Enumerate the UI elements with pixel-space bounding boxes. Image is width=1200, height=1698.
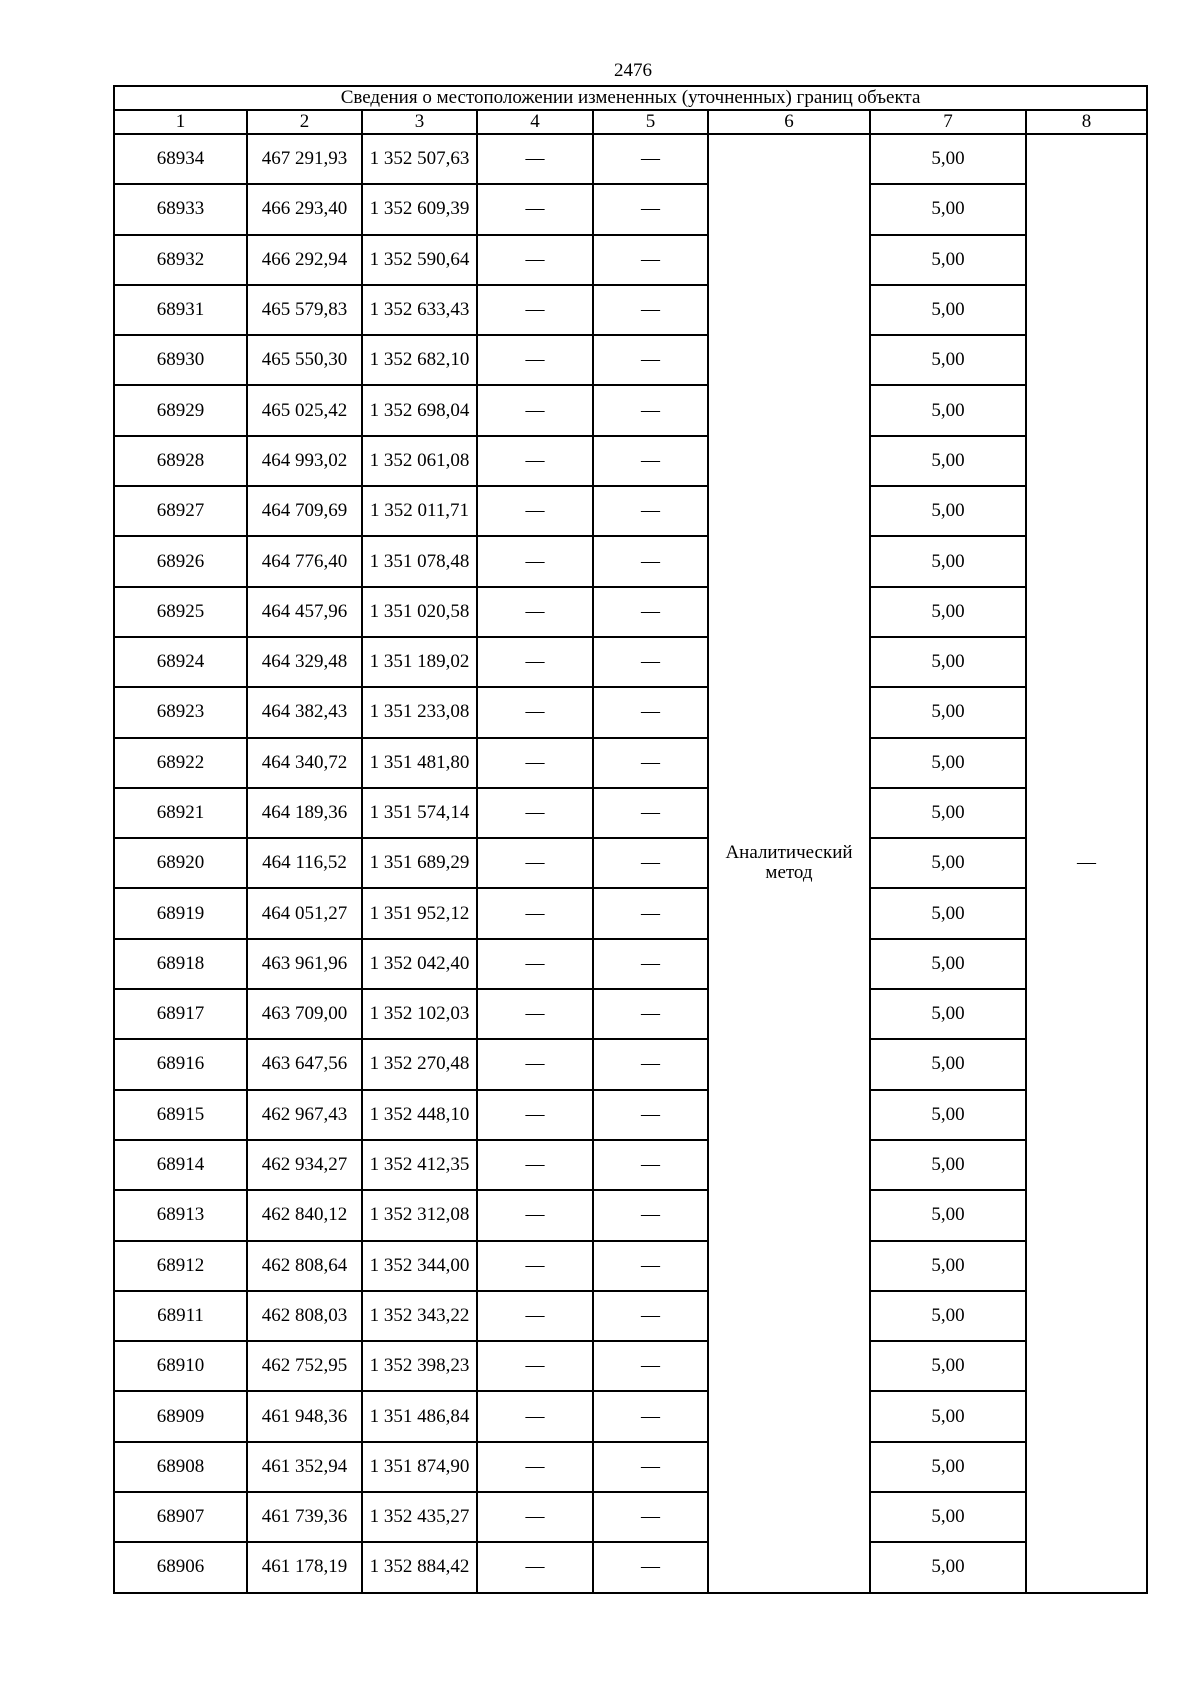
column-number-header: 3 <box>362 110 477 134</box>
point-number-cell: 68933 <box>114 184 247 234</box>
column-4-cell: — <box>477 335 593 385</box>
y-coordinate-cell: 1 352 590,64 <box>362 235 477 285</box>
column-5-cell: — <box>593 1090 708 1140</box>
column-7-cell: 5,00 <box>870 637 1026 687</box>
column-4-cell: — <box>477 285 593 335</box>
column-4-cell: — <box>477 939 593 989</box>
y-coordinate-cell: 1 352 884,42 <box>362 1542 477 1592</box>
y-coordinate-cell: 1 351 689,29 <box>362 838 477 888</box>
point-number-cell: 68912 <box>114 1241 247 1291</box>
table-row <box>114 1291 1147 1341</box>
x-coordinate-cell: 462 808,64 <box>247 1241 362 1291</box>
column-4-cell: — <box>477 687 593 737</box>
column-number-header: 5 <box>593 110 708 134</box>
x-coordinate-cell: 467 291,93 <box>247 134 362 184</box>
y-coordinate-cell: 1 352 102,03 <box>362 989 477 1039</box>
column-7-cell: 5,00 <box>870 939 1026 989</box>
column-5-cell: — <box>593 486 708 536</box>
column-number-header: 7 <box>870 110 1026 134</box>
x-coordinate-cell: 461 178,19 <box>247 1542 362 1592</box>
column-4-cell: — <box>477 1241 593 1291</box>
column-5-cell: — <box>593 888 708 938</box>
column-5-cell: — <box>593 436 708 486</box>
x-coordinate-cell: 462 840,12 <box>247 1190 362 1240</box>
column-number-header: 2 <box>247 110 362 134</box>
point-number-cell: 68909 <box>114 1391 247 1441</box>
y-coordinate-cell: 1 351 020,58 <box>362 587 477 637</box>
y-coordinate-cell: 1 352 011,71 <box>362 486 477 536</box>
point-number-cell: 68913 <box>114 1190 247 1240</box>
column-7-cell: 5,00 <box>870 738 1026 788</box>
column-5-cell: — <box>593 1140 708 1190</box>
point-number-cell: 68918 <box>114 939 247 989</box>
x-coordinate-cell: 464 340,72 <box>247 738 362 788</box>
y-coordinate-cell: 1 351 233,08 <box>362 687 477 737</box>
column-5-cell: — <box>593 1442 708 1492</box>
table-row <box>114 838 1147 888</box>
page-number: 2476 <box>614 60 652 81</box>
column-5-cell: — <box>593 939 708 989</box>
point-number-cell: 68914 <box>114 1140 247 1190</box>
column-4-cell: — <box>477 1542 593 1592</box>
y-coordinate-cell: 1 352 633,43 <box>362 285 477 335</box>
point-number-cell: 68926 <box>114 536 247 586</box>
point-number-cell: 68922 <box>114 738 247 788</box>
column-7-cell: 5,00 <box>870 1140 1026 1190</box>
x-coordinate-cell: 463 647,56 <box>247 1039 362 1089</box>
x-coordinate-cell: 462 934,27 <box>247 1140 362 1190</box>
y-coordinate-cell: 1 352 312,08 <box>362 1190 477 1240</box>
column-7-cell: 5,00 <box>870 1190 1026 1240</box>
point-number-cell: 68934 <box>114 134 247 184</box>
column-5-cell: — <box>593 1241 708 1291</box>
column-4-cell: — <box>477 436 593 486</box>
column-4-cell: — <box>477 838 593 888</box>
column-7-cell: 5,00 <box>870 1492 1026 1542</box>
x-coordinate-cell: 466 293,40 <box>247 184 362 234</box>
y-coordinate-cell: 1 352 682,10 <box>362 335 477 385</box>
table-row <box>114 486 1147 536</box>
column-7-cell: 5,00 <box>870 1090 1026 1140</box>
column-5-cell: — <box>593 184 708 234</box>
column-4-cell: — <box>477 788 593 838</box>
table-row <box>114 285 1147 335</box>
column-4-cell: — <box>477 184 593 234</box>
x-coordinate-cell: 465 579,83 <box>247 285 362 335</box>
table-row <box>114 1442 1147 1492</box>
column-7-cell: 5,00 <box>870 235 1026 285</box>
table-row <box>114 1090 1147 1140</box>
column-7-cell: 5,00 <box>870 385 1026 435</box>
table-row <box>114 989 1147 1039</box>
column-5-cell: — <box>593 536 708 586</box>
column-4-cell: — <box>477 989 593 1039</box>
table-row <box>114 1039 1147 1089</box>
table-row <box>114 939 1147 989</box>
column-7-cell: 5,00 <box>870 687 1026 737</box>
x-coordinate-cell: 463 709,00 <box>247 989 362 1039</box>
column-7-cell: 5,00 <box>870 1391 1026 1441</box>
column-7-cell: 5,00 <box>870 1442 1026 1492</box>
y-coordinate-cell: 1 352 448,10 <box>362 1090 477 1140</box>
column-number-header: 1 <box>114 110 247 134</box>
column-7-cell: 5,00 <box>870 436 1026 486</box>
column-number-header: 4 <box>477 110 593 134</box>
y-coordinate-cell: 1 352 343,22 <box>362 1291 477 1341</box>
y-coordinate-cell: 1 352 061,08 <box>362 436 477 486</box>
column-7-cell: 5,00 <box>870 486 1026 536</box>
y-coordinate-cell: 1 352 507,63 <box>362 134 477 184</box>
column-7-cell: 5,00 <box>870 335 1026 385</box>
x-coordinate-cell: 461 948,36 <box>247 1391 362 1441</box>
point-number-cell: 68920 <box>114 838 247 888</box>
table-row <box>114 888 1147 938</box>
column-number-header: 8 <box>1026 110 1147 134</box>
y-coordinate-cell: 1 351 078,48 <box>362 536 477 586</box>
table-row <box>114 235 1147 285</box>
x-coordinate-cell: 464 329,48 <box>247 637 362 687</box>
y-coordinate-cell: 1 351 486,84 <box>362 1391 477 1441</box>
column-5-cell: — <box>593 687 708 737</box>
column-7-cell: 5,00 <box>870 888 1026 938</box>
column-7-cell: 5,00 <box>870 184 1026 234</box>
table-row <box>114 1241 1147 1291</box>
table-row <box>114 788 1147 838</box>
column-5-cell: — <box>593 1291 708 1341</box>
point-number-cell: 68930 <box>114 335 247 385</box>
x-coordinate-cell: 464 776,40 <box>247 536 362 586</box>
point-number-cell: 68924 <box>114 637 247 687</box>
point-number-cell: 68931 <box>114 285 247 335</box>
y-coordinate-cell: 1 351 952,12 <box>362 888 477 938</box>
x-coordinate-cell: 464 993,02 <box>247 436 362 486</box>
point-number-cell: 68908 <box>114 1442 247 1492</box>
column-4-cell: — <box>477 637 593 687</box>
table-row <box>114 335 1147 385</box>
y-coordinate-cell: 1 351 874,90 <box>362 1442 477 1492</box>
column-4-cell: — <box>477 385 593 435</box>
x-coordinate-cell: 463 961,96 <box>247 939 362 989</box>
column-5-cell: — <box>593 738 708 788</box>
column-4-cell: — <box>477 536 593 586</box>
column-4-cell: — <box>477 888 593 938</box>
column-5-cell: — <box>593 788 708 838</box>
column-5-cell: — <box>593 385 708 435</box>
column-4-cell: — <box>477 1391 593 1441</box>
x-coordinate-cell: 462 752,95 <box>247 1341 362 1391</box>
x-coordinate-cell: 462 808,03 <box>247 1291 362 1341</box>
column-7-cell: 5,00 <box>870 587 1026 637</box>
column-4-cell: — <box>477 1341 593 1391</box>
point-number-cell: 68923 <box>114 687 247 737</box>
point-number-cell: 68910 <box>114 1341 247 1391</box>
column-8-cell: — <box>1026 134 1147 1593</box>
column-7-cell: 5,00 <box>870 1291 1026 1341</box>
x-coordinate-cell: 466 292,94 <box>247 235 362 285</box>
column-5-cell: — <box>593 989 708 1039</box>
column-5-cell: — <box>593 587 708 637</box>
table-row <box>114 637 1147 687</box>
table-row <box>114 134 1147 184</box>
x-coordinate-cell: 464 382,43 <box>247 687 362 737</box>
table-row <box>114 184 1147 234</box>
column-7-cell: 5,00 <box>870 989 1026 1039</box>
table-row <box>114 385 1147 435</box>
column-7-cell: 5,00 <box>870 1542 1026 1592</box>
column-7-cell: 5,00 <box>870 1341 1026 1391</box>
y-coordinate-cell: 1 352 042,40 <box>362 939 477 989</box>
x-coordinate-cell: 461 352,94 <box>247 1442 362 1492</box>
column-5-cell: — <box>593 1391 708 1441</box>
point-number-cell: 68928 <box>114 436 247 486</box>
column-5-cell: — <box>593 637 708 687</box>
column-4-cell: — <box>477 1090 593 1140</box>
point-number-cell: 68929 <box>114 385 247 435</box>
point-number-cell: 68927 <box>114 486 247 536</box>
point-number-cell: 68917 <box>114 989 247 1039</box>
column-7-cell: 5,00 <box>870 788 1026 838</box>
point-number-cell: 68925 <box>114 587 247 637</box>
column-7-cell: 5,00 <box>870 536 1026 586</box>
column-4-cell: — <box>477 1190 593 1240</box>
column-5-cell: — <box>593 134 708 184</box>
point-number-cell: 68907 <box>114 1492 247 1542</box>
table-row <box>114 687 1147 737</box>
x-coordinate-cell: 462 967,43 <box>247 1090 362 1140</box>
y-coordinate-cell: 1 352 412,35 <box>362 1140 477 1190</box>
y-coordinate-cell: 1 352 398,23 <box>362 1341 477 1391</box>
column-5-cell: — <box>593 1039 708 1089</box>
column-5-cell: — <box>593 285 708 335</box>
point-number-cell: 68932 <box>114 235 247 285</box>
column-4-cell: — <box>477 1492 593 1542</box>
y-coordinate-cell: 1 352 435,27 <box>362 1492 477 1542</box>
table-row <box>114 1341 1147 1391</box>
table-row <box>114 1140 1147 1190</box>
table-row <box>114 436 1147 486</box>
coordinates-table <box>113 85 1148 1594</box>
point-number-cell: 68921 <box>114 788 247 838</box>
column-5-cell: — <box>593 838 708 888</box>
column-number-header: 6 <box>708 110 870 134</box>
column-5-cell: — <box>593 335 708 385</box>
table-row <box>114 587 1147 637</box>
y-coordinate-cell: 1 352 609,39 <box>362 184 477 234</box>
x-coordinate-cell: 465 550,30 <box>247 335 362 385</box>
table-row <box>114 1542 1147 1592</box>
column-4-cell: — <box>477 1140 593 1190</box>
column-5-cell: — <box>593 1341 708 1391</box>
column-7-cell: 5,00 <box>870 1039 1026 1089</box>
column-5-cell: — <box>593 235 708 285</box>
x-coordinate-cell: 464 189,36 <box>247 788 362 838</box>
table-row <box>114 1190 1147 1240</box>
x-coordinate-cell: 464 116,52 <box>247 838 362 888</box>
column-4-cell: — <box>477 235 593 285</box>
column-4-cell: — <box>477 1291 593 1341</box>
x-coordinate-cell: 464 709,69 <box>247 486 362 536</box>
column-5-cell: — <box>593 1542 708 1592</box>
y-coordinate-cell: 1 352 270,48 <box>362 1039 477 1089</box>
method-cell: Аналитический метод <box>708 134 870 1593</box>
column-4-cell: — <box>477 134 593 184</box>
column-7-cell: 5,00 <box>870 838 1026 888</box>
column-7-cell: 5,00 <box>870 285 1026 335</box>
point-number-cell: 68906 <box>114 1542 247 1592</box>
x-coordinate-cell: 464 051,27 <box>247 888 362 938</box>
table-row <box>114 1492 1147 1542</box>
table-row <box>114 536 1147 586</box>
point-number-cell: 68919 <box>114 888 247 938</box>
column-7-cell: 5,00 <box>870 134 1026 184</box>
y-coordinate-cell: 1 351 481,80 <box>362 738 477 788</box>
point-number-cell: 68916 <box>114 1039 247 1089</box>
y-coordinate-cell: 1 351 574,14 <box>362 788 477 838</box>
column-4-cell: — <box>477 486 593 536</box>
column-5-cell: — <box>593 1492 708 1542</box>
y-coordinate-cell: 1 352 698,04 <box>362 385 477 435</box>
y-coordinate-cell: 1 352 344,00 <box>362 1241 477 1291</box>
point-number-cell: 68915 <box>114 1090 247 1140</box>
column-4-cell: — <box>477 1039 593 1089</box>
x-coordinate-cell: 464 457,96 <box>247 587 362 637</box>
column-4-cell: — <box>477 1442 593 1492</box>
x-coordinate-cell: 465 025,42 <box>247 385 362 435</box>
point-number-cell: 68911 <box>114 1291 247 1341</box>
table-row <box>114 1391 1147 1441</box>
x-coordinate-cell: 461 739,36 <box>247 1492 362 1542</box>
column-4-cell: — <box>477 738 593 788</box>
column-7-cell: 5,00 <box>870 1241 1026 1291</box>
column-5-cell: — <box>593 1190 708 1240</box>
column-4-cell: — <box>477 587 593 637</box>
y-coordinate-cell: 1 351 189,02 <box>362 637 477 687</box>
table-title: Сведения о местоположении измененных (уточненных) границ объекта <box>114 86 1147 110</box>
table-row <box>114 738 1147 788</box>
